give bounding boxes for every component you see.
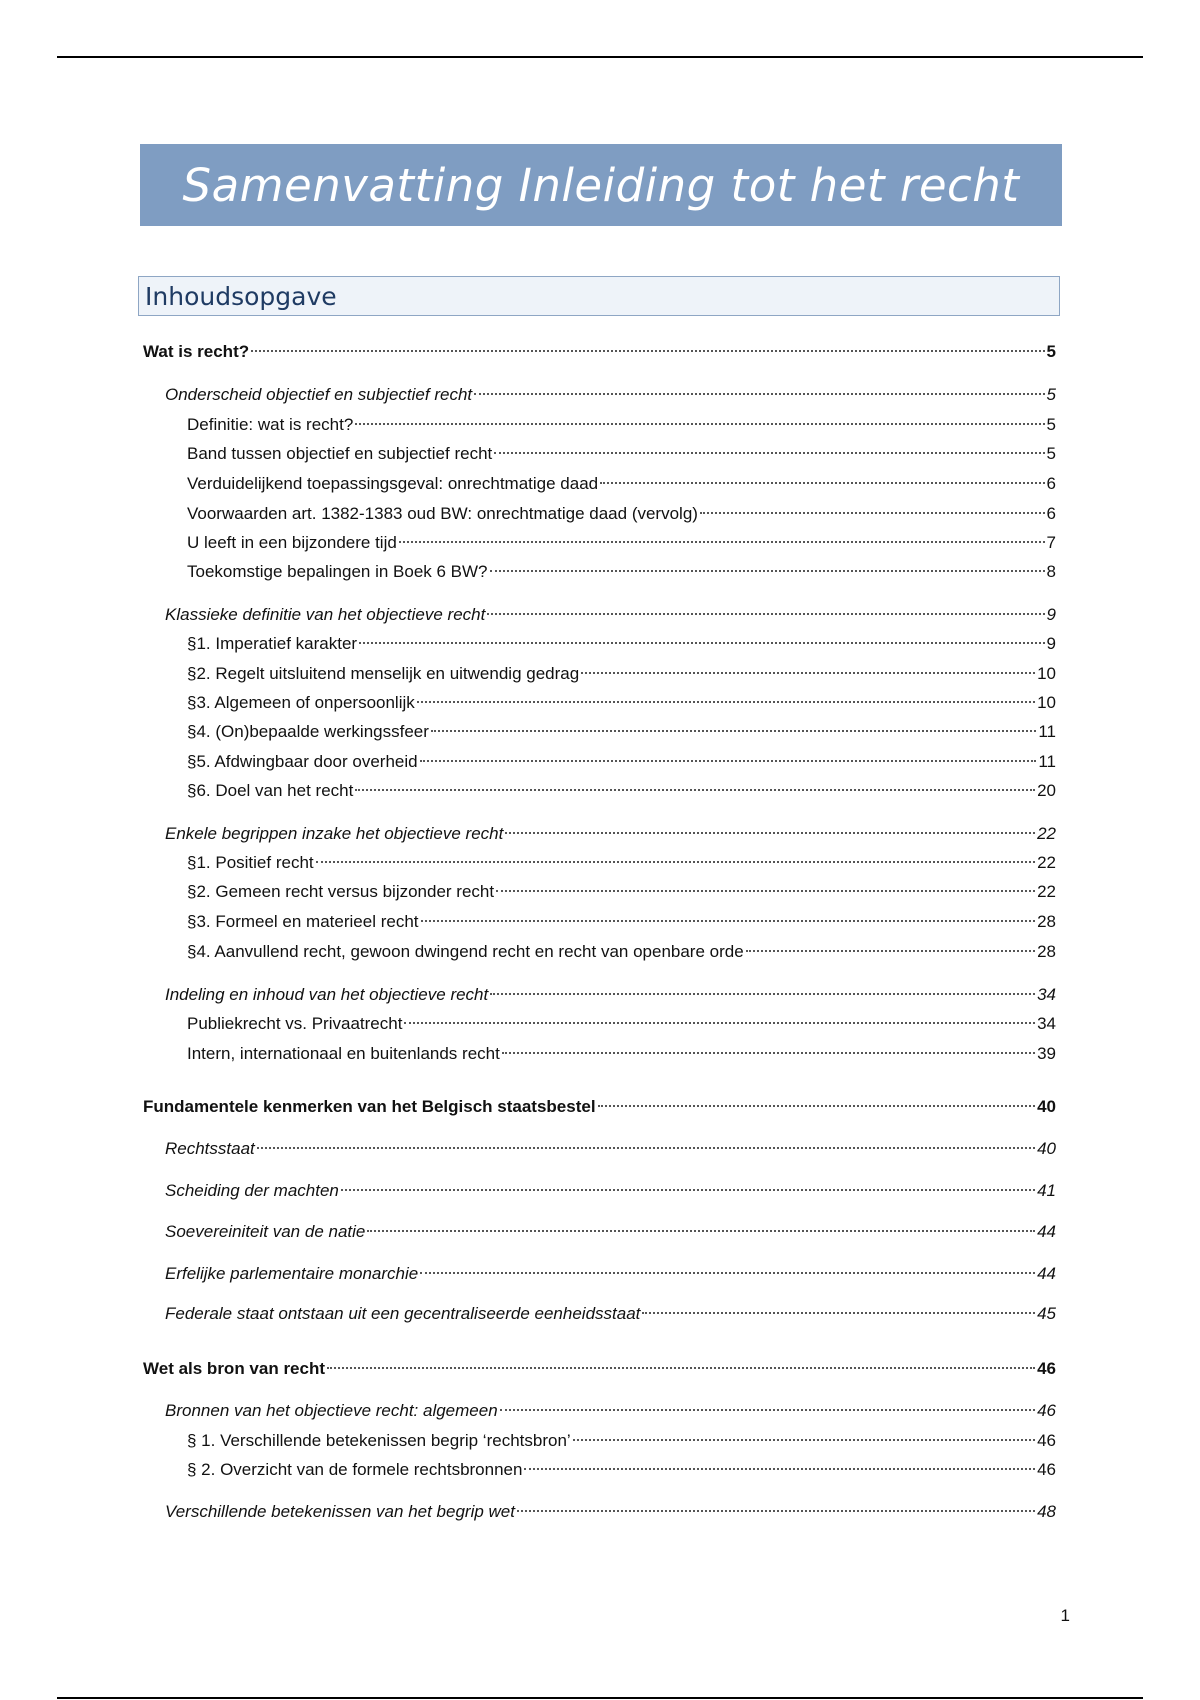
- toc-entry-page: 44: [1037, 1264, 1056, 1283]
- toc-entry-level-3[interactable]: [187, 779, 1056, 803]
- toc-entry-page: 22: [1037, 853, 1056, 872]
- toc-entry-title: Indeling en inhoud van het objectieve recht: [165, 985, 489, 1004]
- toc-entry-page: 10: [1037, 664, 1056, 683]
- toc-entry-level-3[interactable]: [187, 502, 1056, 526]
- toc-entry-level-2[interactable]: [165, 1399, 1056, 1423]
- toc-entry-title: §4. Aanvullend recht, gewoon dwingend recht en recht van openbare orde: [187, 942, 744, 961]
- toc-entry-title: § 1. Verschillende betekenissen begrip ‘rechtsbron’: [187, 1431, 571, 1450]
- toc-entry-level-2[interactable]: [165, 383, 1056, 407]
- toc-entry-page: 39: [1037, 1044, 1056, 1063]
- toc-entry-level-3[interactable]: [187, 442, 1056, 466]
- toc-entry-title: U leeft in een bijzondere tijd: [187, 533, 397, 552]
- toc-entry-level-2[interactable]: [165, 983, 1056, 1007]
- toc-dot-leader: [581, 672, 1035, 674]
- toc-entry-level-3[interactable]: [187, 1458, 1056, 1482]
- toc-entry-title: Enkele begrippen inzake het objectieve recht: [165, 824, 504, 843]
- toc-dot-leader: [502, 1052, 1035, 1054]
- toc-entry-level-3[interactable]: [187, 691, 1056, 715]
- toc-entry-page: 40: [1037, 1139, 1056, 1158]
- toc-entry-title: Publiekrecht vs. Privaatrecht: [187, 1014, 403, 1033]
- toc-entry-title: §2. Gemeen recht versus bijzonder recht: [187, 882, 495, 901]
- document-title: Samenvatting Inleiding tot het recht: [182, 158, 1020, 212]
- toc-entry-title: Scheiding der machten: [165, 1181, 339, 1200]
- toc-entry-title: Soevereiniteit van de natie: [165, 1222, 366, 1241]
- toc-entry-title: §2. Regelt uitsluitend menselijk en uitwendig gedrag: [187, 664, 580, 683]
- toc-entry-level-3[interactable]: [187, 1042, 1056, 1066]
- footer-rule: [57, 1697, 1143, 1699]
- toc-dot-leader: [496, 890, 1035, 892]
- toc-entry-level-3[interactable]: [187, 662, 1056, 686]
- toc-dot-leader: [355, 423, 1044, 425]
- toc-entry-level-3[interactable]: [187, 560, 1056, 584]
- toc-entry-title: §1. Positief recht: [187, 853, 314, 872]
- toc-dot-leader: [517, 1510, 1035, 1512]
- toc-entry-page: 22: [1037, 824, 1056, 843]
- toc-entry-page: 45: [1037, 1304, 1056, 1323]
- toc-dot-leader: [474, 393, 1044, 395]
- toc-entry-level-1[interactable]: [143, 340, 1056, 364]
- toc-entry-page: 5: [1046, 342, 1056, 361]
- toc-dot-leader: [316, 861, 1035, 863]
- toc-dot-leader: [420, 1272, 1035, 1274]
- toc-entry-level-3[interactable]: [187, 531, 1056, 555]
- toc-entry-title: §3. Formeel en materieel recht: [187, 912, 419, 931]
- toc-entry-page: 9: [1046, 605, 1056, 624]
- toc-dot-leader: [417, 701, 1035, 703]
- toc-entry-page: 34: [1037, 1014, 1056, 1033]
- toc-entry-page: 28: [1037, 942, 1056, 961]
- toc-entry-level-3[interactable]: [187, 750, 1056, 774]
- toc-entry-title: §6. Doel van het recht: [187, 781, 354, 800]
- toc-dot-leader: [642, 1312, 1035, 1314]
- toc-entry-title: §3. Algemeen of onpersoonlijk: [187, 693, 415, 712]
- toc-entry-level-1[interactable]: [143, 1095, 1056, 1119]
- toc-entry-page: 11: [1038, 752, 1056, 771]
- header-rule: [57, 56, 1143, 58]
- toc-entry-title: §1. Imperatief karakter: [187, 634, 358, 653]
- toc-entry-level-2[interactable]: [165, 1500, 1056, 1524]
- toc-entry-level-3[interactable]: [187, 413, 1056, 437]
- toc-entry-page: 7: [1046, 533, 1056, 552]
- toc-entry-title: Federale staat ontstaan uit een gecentraliseerde eenheidsstaat: [165, 1304, 641, 1323]
- toc-entry-title: Fundamentele kenmerken van het Belgisch staatsbestel: [143, 1097, 596, 1116]
- toc-dot-leader: [341, 1189, 1035, 1191]
- toc-entry-title: § 2. Overzicht van de formele rechtsbronnen: [187, 1460, 523, 1479]
- toc-dot-leader: [251, 350, 1044, 352]
- toc-entry-page: 41: [1037, 1181, 1056, 1200]
- toc-heading: Inhoudsopgave: [145, 281, 337, 311]
- toc-dot-leader: [500, 1409, 1035, 1411]
- toc-entry-page: 34: [1037, 985, 1056, 1004]
- toc-dot-leader: [399, 541, 1045, 543]
- toc-entry-title: §4. (On)bepaalde werkingssfeer: [187, 722, 429, 741]
- toc-entry-title: Bronnen van het objectieve recht: algemeen: [165, 1401, 498, 1420]
- toc-entry-level-2[interactable]: [165, 1302, 1056, 1326]
- toc-entry-title: Wet als bron van recht: [143, 1359, 326, 1378]
- toc-dot-leader: [327, 1367, 1035, 1369]
- toc-dot-leader: [487, 613, 1044, 615]
- toc-entry-page: 9: [1046, 634, 1056, 653]
- toc-entry-page: 22: [1037, 882, 1056, 901]
- toc-entry-level-2[interactable]: [165, 822, 1056, 846]
- toc-dot-leader: [746, 950, 1035, 952]
- toc-entry-level-1[interactable]: [143, 1357, 1056, 1381]
- toc-dot-leader: [431, 730, 1036, 732]
- toc-entry-page: 46: [1037, 1431, 1056, 1450]
- toc-dot-leader: [404, 1022, 1035, 1024]
- toc-entry-page: 5: [1046, 444, 1056, 463]
- toc-entry-level-2[interactable]: [165, 1220, 1056, 1244]
- toc-dot-leader: [494, 452, 1044, 454]
- toc-dot-leader: [359, 642, 1044, 644]
- page-number: 1: [1060, 1606, 1070, 1625]
- toc-dot-leader: [505, 832, 1035, 834]
- toc-entry-page: 5: [1046, 415, 1056, 434]
- toc-entry-title: Verduidelijkend toepassingsgeval: onrechtmatige daad: [187, 474, 599, 493]
- document-title-banner: [140, 144, 1062, 226]
- toc-entry-title: Verschillende betekenissen van het begrip wet: [165, 1502, 515, 1521]
- toc-entry-title: Klassieke definitie van het objectieve recht: [165, 605, 486, 624]
- toc-entry-page: 5: [1046, 385, 1056, 404]
- toc-entry-page: 8: [1046, 562, 1056, 581]
- toc-dot-leader: [490, 570, 1045, 572]
- toc-entry-page: 6: [1046, 504, 1056, 523]
- toc-entry-level-3[interactable]: [187, 632, 1056, 656]
- toc-dot-leader: [600, 482, 1044, 484]
- toc-entry-level-3[interactable]: [187, 910, 1056, 934]
- toc-heading-box: [138, 276, 1060, 316]
- toc-dot-leader: [421, 920, 1036, 922]
- toc-entry-level-3[interactable]: [187, 472, 1056, 496]
- toc-entry-title: §5. Afdwingbaar door overheid: [187, 752, 418, 771]
- toc-entry-level-3[interactable]: [187, 880, 1056, 904]
- toc-dot-leader: [573, 1439, 1035, 1441]
- toc-dot-leader: [524, 1468, 1035, 1470]
- toc-entry-title: Rechtsstaat: [165, 1139, 255, 1158]
- toc-dot-leader: [700, 512, 1045, 514]
- toc-entry-page: 48: [1037, 1502, 1056, 1521]
- toc-entry-level-2[interactable]: [165, 1262, 1056, 1286]
- toc-entry-title: Onderscheid objectief en subjectief recht: [165, 385, 473, 404]
- toc-entry-level-3[interactable]: [187, 1429, 1056, 1453]
- toc-entry-title: Wat is recht?: [143, 342, 250, 361]
- toc-entry-title: Band tussen objectief en subjectief recht: [187, 444, 493, 463]
- toc-entry-title: Intern, internationaal en buitenlands recht: [187, 1044, 500, 1063]
- toc-entry-title: Definitie: wat is recht?: [187, 415, 354, 434]
- toc-dot-leader: [367, 1230, 1035, 1232]
- toc-entry-page: 20: [1037, 781, 1056, 800]
- toc-dot-leader: [257, 1147, 1035, 1149]
- toc-entry-page: 28: [1037, 912, 1056, 931]
- toc-entry-page: 46: [1037, 1401, 1056, 1420]
- toc-dot-leader: [420, 760, 1037, 762]
- toc-entry-page: 46: [1037, 1359, 1056, 1378]
- toc-entry-page: 6: [1046, 474, 1056, 493]
- toc-entry-level-3[interactable]: [187, 851, 1056, 875]
- toc-entry-page: 46: [1037, 1460, 1056, 1479]
- toc-entry-page: 10: [1037, 693, 1056, 712]
- toc-entry-title: Voorwaarden art. 1382-1383 oud BW: onrechtmatige daad (vervolg): [187, 504, 698, 523]
- toc-dot-leader: [490, 993, 1035, 995]
- toc-entry-page: 11: [1038, 722, 1056, 741]
- toc-dot-leader: [598, 1105, 1036, 1107]
- toc-entry-level-2[interactable]: [165, 603, 1056, 627]
- toc-entry-page: 40: [1037, 1097, 1056, 1116]
- toc-entry-level-3[interactable]: [187, 940, 1056, 964]
- toc-entry-level-3[interactable]: [187, 1012, 1056, 1036]
- toc-entry-page: 44: [1037, 1222, 1056, 1241]
- toc-entry-level-2[interactable]: [165, 1179, 1056, 1203]
- toc-entry-level-2[interactable]: [165, 1137, 1056, 1161]
- toc-entry-level-3[interactable]: [187, 720, 1056, 744]
- toc-entry-title: Toekomstige bepalingen in Boek 6 BW?: [187, 562, 488, 581]
- toc-dot-leader: [355, 789, 1035, 791]
- toc-entry-title: Erfelijke parlementaire monarchie: [165, 1264, 419, 1283]
